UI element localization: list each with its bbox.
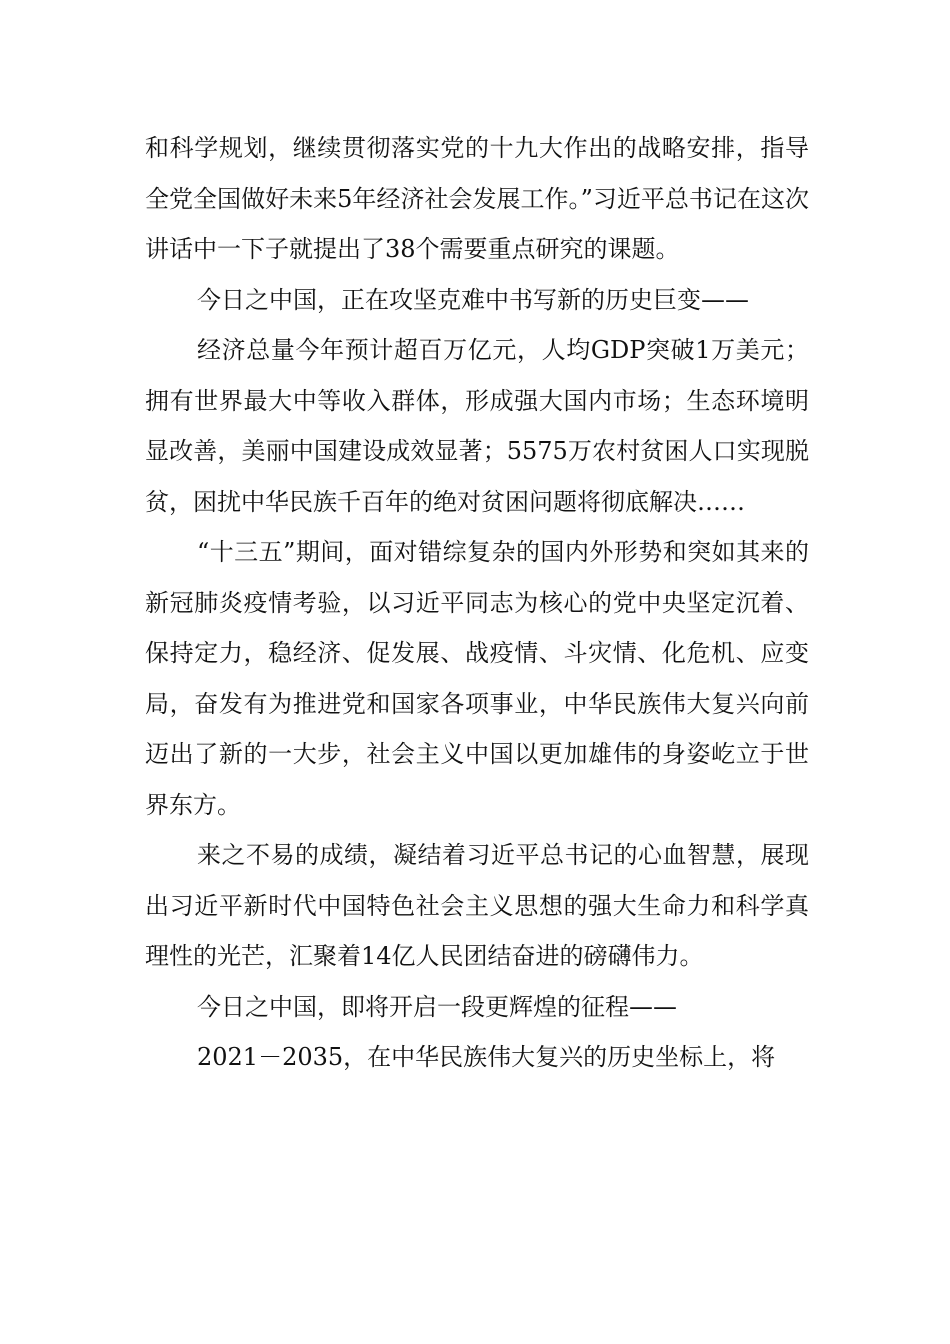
document-body (145, 123, 809, 1083)
paragraph-continuation: 和科学规划，继续贯彻落实党的十九大作出的战略安排，指导全党全国做好未来5年经济社会发展工作。”习近平总书记在这次讲话中一下子就提出了38个需要重点研究的课题。 (145, 134, 809, 263)
paragraph-13th-five-year: “十三五”期间，面对错综复杂的国内外形势和突如其来的新冠肺炎疫情考验，以习近平同志为核心的党中央坚定沉着、保持定力，稳经济、促发展、战疫情、斗灾情、化危机、应变局，奋发有为推进党和国家各项事业，中华民族伟大复兴向前迈出了新的一大步，社会主义中国以更加雄伟的身姿屹立于世界东方。 (145, 538, 809, 819)
paragraph-2021-2035: 2021－2035，在中华民族伟大复兴的历史坐标上，将 (197, 1043, 776, 1071)
section-heading-2: 今日之中国，即将开启一段更辉煌的征程—— (197, 992, 677, 1021)
paragraph-achievements: 经济总量今年预计超百万亿元，人均GDP突破1万美元；拥有世界最大中等收入群体，形成强大国内市场；生态环境明显改善，美丽中国建设成效显著；5575万农村贫困人口实现脱贫，困扰中华民族千百年的绝对贫困问题将彻底解决…… (145, 336, 809, 516)
section-heading-1: 今日之中国，正在攻坚克难中书写新的历史巨变—— (197, 285, 749, 314)
paragraph-hard-won-results: 来之不易的成绩，凝结着习近平总书记的心血智慧，展现出习近平新时代中国特色社会主义思想的强大生命力和科学真理性的光芒，汇聚着14亿人民团结奋进的磅礴伟力。 (145, 841, 809, 970)
